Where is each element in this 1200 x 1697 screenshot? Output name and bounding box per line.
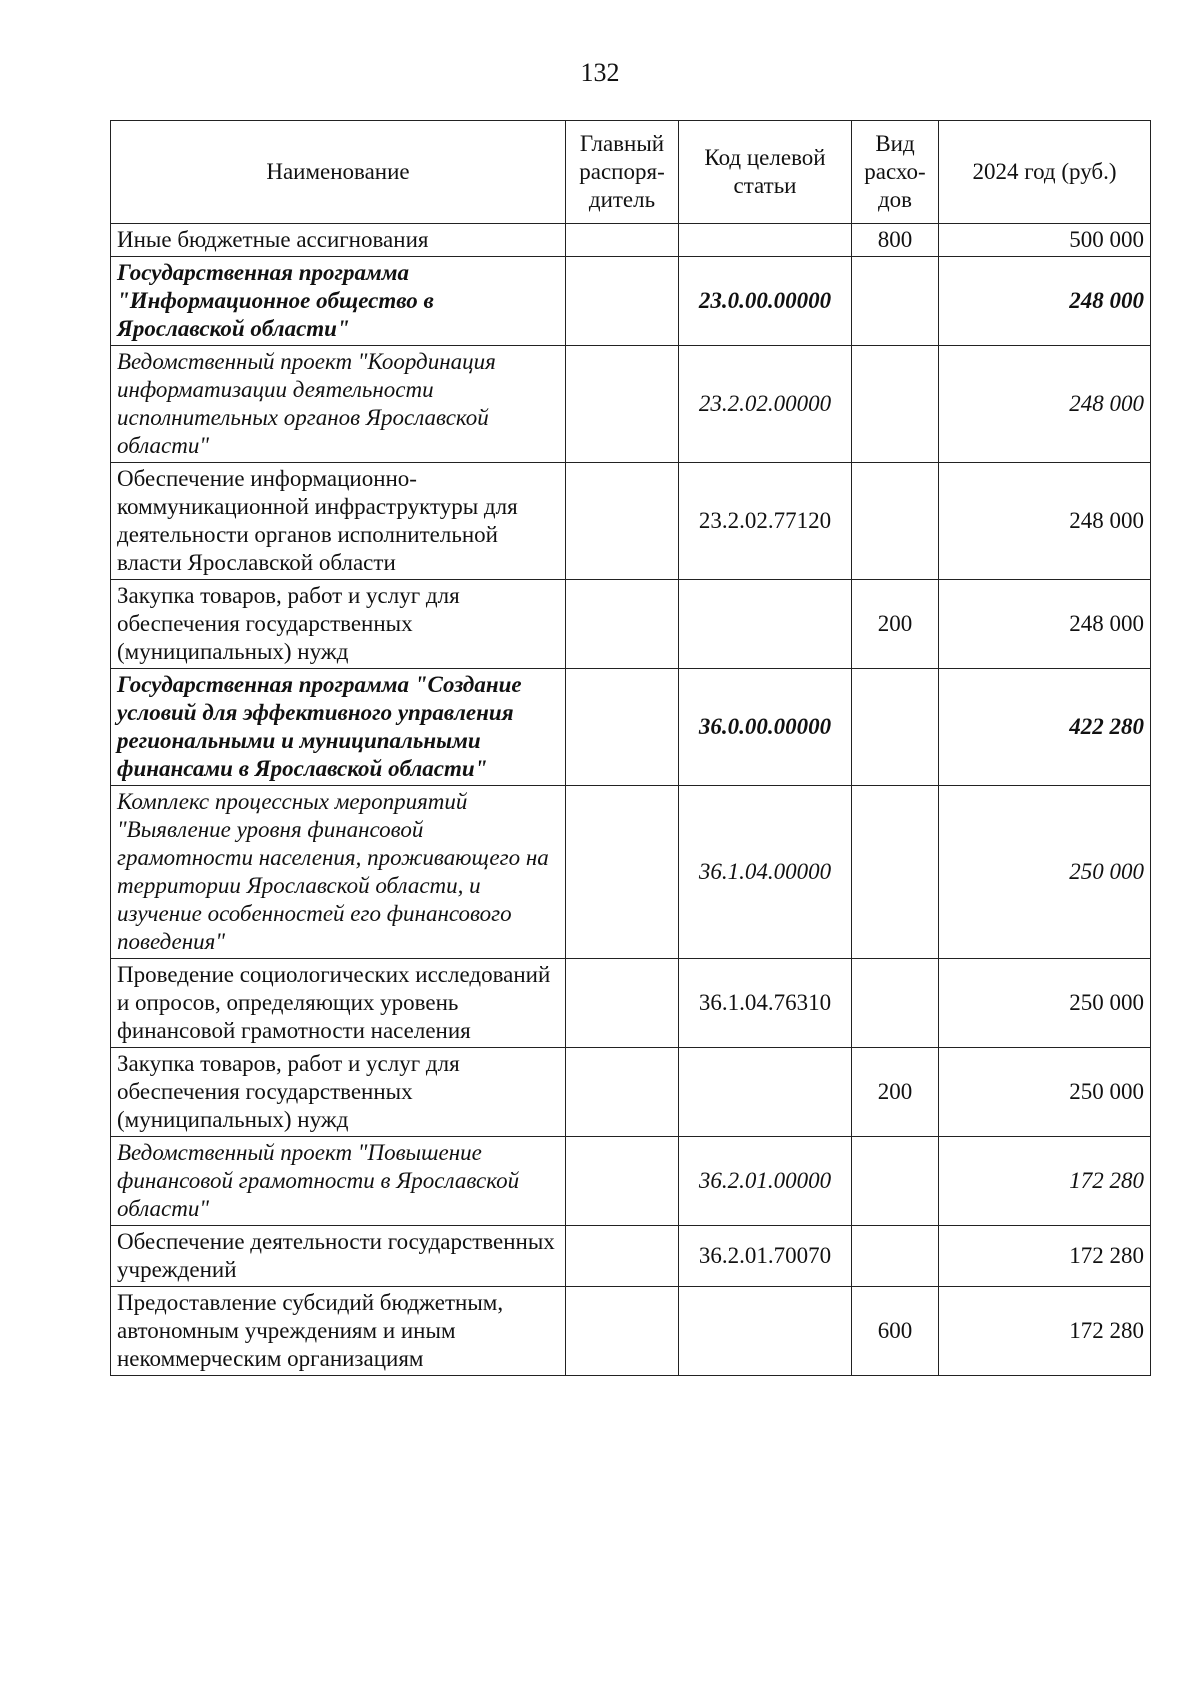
row-name: Проведение социологических исследований и опросов, определяющих уровень финансовой грамотности населения [111, 959, 566, 1048]
row-manager [566, 463, 679, 580]
row-expense-type: 600 [852, 1287, 939, 1376]
row-code [679, 580, 852, 669]
table-row [111, 959, 1151, 1048]
row-name: Закупка товаров, работ и услуг для обеспечения государственных (муниципальных) нужд [111, 1048, 566, 1137]
row-amount: 248 000 [939, 580, 1151, 669]
header-name: Наименование [111, 121, 566, 224]
row-manager [566, 1287, 679, 1376]
row-amount: 172 280 [939, 1137, 1151, 1226]
row-amount: 422 280 [939, 669, 1151, 786]
row-code: 36.1.04.00000 [679, 786, 852, 959]
row-name: Обеспечение информационно-коммуникационной инфраструктуры для деятельности органов исполнительной власти Ярославской области [111, 463, 566, 580]
row-name: Обеспечение деятельности государственных учреждений [111, 1226, 566, 1287]
row-amount: 500 000 [939, 224, 1151, 257]
row-amount: 250 000 [939, 1048, 1151, 1137]
row-amount: 250 000 [939, 959, 1151, 1048]
row-amount: 248 000 [939, 463, 1151, 580]
budget-table [110, 120, 1151, 1376]
row-expense-type: 800 [852, 224, 939, 257]
page-number: 132 [580, 58, 620, 87]
row-name: Иные бюджетные ассигнования [111, 224, 566, 257]
row-code: 36.0.00.00000 [679, 669, 852, 786]
row-code: 23.0.00.00000 [679, 257, 852, 346]
table-row [111, 257, 1151, 346]
row-manager [566, 959, 679, 1048]
table-header-row [111, 121, 1151, 224]
header-code: Код целевой статьи [679, 121, 852, 224]
row-manager [566, 224, 679, 257]
table-row [111, 1048, 1151, 1137]
table-row [111, 346, 1151, 463]
row-name: Предоставление субсидий бюджетным, автономным учреждениям и иным некоммерческим организациям [111, 1287, 566, 1376]
table-row [111, 1226, 1151, 1287]
table-row [111, 224, 1151, 257]
row-expense-type [852, 346, 939, 463]
row-expense-type: 200 [852, 580, 939, 669]
header-expense-type: Вид расхо-дов [852, 121, 939, 224]
row-name: Ведомственный проект "Координация информатизации деятельности исполнительных органов Ярославской области" [111, 346, 566, 463]
header-year-amount: 2024 год (руб.) [939, 121, 1151, 224]
row-code [679, 1048, 852, 1137]
row-amount: 172 280 [939, 1287, 1151, 1376]
table-row [111, 580, 1151, 669]
row-expense-type [852, 463, 939, 580]
row-manager [566, 1048, 679, 1137]
row-amount: 250 000 [939, 786, 1151, 959]
row-code [679, 224, 852, 257]
row-amount: 248 000 [939, 257, 1151, 346]
row-expense-type [852, 959, 939, 1048]
row-expense-type [852, 669, 939, 786]
header-manager: Главный распоря-дитель [566, 121, 679, 224]
row-name: Государственная программа "Создание условий для эффективного управления региональными и муниципальными финансами в Ярославской области" [111, 669, 566, 786]
row-code: 36.1.04.76310 [679, 959, 852, 1048]
row-code: 23.2.02.00000 [679, 346, 852, 463]
row-expense-type: 200 [852, 1048, 939, 1137]
row-manager [566, 257, 679, 346]
row-name: Государственная программа "Информационное общество в Ярославской области" [111, 257, 566, 346]
row-manager [566, 786, 679, 959]
row-manager [566, 669, 679, 786]
row-expense-type [852, 1137, 939, 1226]
row-code: 36.2.01.70070 [679, 1226, 852, 1287]
row-manager [566, 1137, 679, 1226]
row-manager [566, 580, 679, 669]
row-code: 23.2.02.77120 [679, 463, 852, 580]
row-code: 36.2.01.00000 [679, 1137, 852, 1226]
table-row [111, 1137, 1151, 1226]
table-row [111, 669, 1151, 786]
row-expense-type [852, 786, 939, 959]
row-expense-type [852, 257, 939, 346]
row-name: Закупка товаров, работ и услуг для обеспечения государственных (муниципальных) нужд [111, 580, 566, 669]
row-manager [566, 346, 679, 463]
row-code [679, 1287, 852, 1376]
row-amount: 172 280 [939, 1226, 1151, 1287]
table-row [111, 1287, 1151, 1376]
row-manager [566, 1226, 679, 1287]
row-expense-type [852, 1226, 939, 1287]
row-name: Ведомственный проект "Повышение финансовой грамотности в Ярославской области" [111, 1137, 566, 1226]
row-name: Комплекс процессных мероприятий "Выявление уровня финансовой грамотности населения, проживающего на территории Ярославской области, и изучение особенностей его финансового поведения" [111, 786, 566, 959]
table-row [111, 463, 1151, 580]
table-row [111, 786, 1151, 959]
row-amount: 248 000 [939, 346, 1151, 463]
